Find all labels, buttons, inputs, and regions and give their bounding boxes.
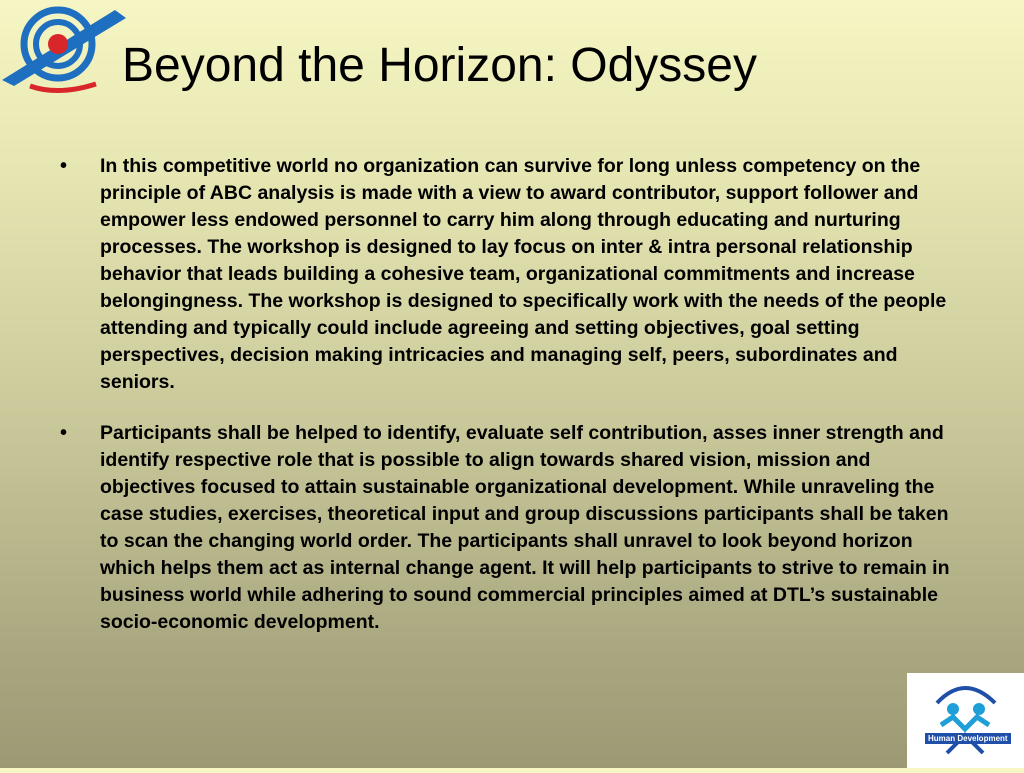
bullet-text: In this competitive world no organization can survive for long unless competency on the principle of ABC analysis is made with a view to award contributor, support follower and empower less endowed personnel to carry him along through educating and nurturing processes. The workshop is designed to lay focus on inter & intra personal relationship behavior that leads building a cohesive team, organizational commitments and increase belongingness. The workshop is designed to specifically work with the needs of the people attending and typically could include agreeing and setting objectives, goal setting perspectives, decision making intricacies and managing self, peers, subordinates and seniors. bbox=[100, 155, 947, 393]
slide-title: Beyond the Horizon: Odyssey bbox=[122, 39, 757, 92]
human-development-logo bbox=[907, 673, 1024, 768]
bullet-item bbox=[60, 153, 960, 396]
bullet-marker: • bbox=[60, 422, 68, 444]
bullet-marker: • bbox=[60, 155, 68, 177]
human-development-label: Human Development bbox=[925, 733, 1011, 744]
bullet-list bbox=[60, 153, 960, 660]
bullet-text: Participants shall be helped to identify, evaluate self contribution, asses inner strength and identify respective role that is possible to align towards shared vision, mission and objectives focused to attain sustainable organizational development. While unraveling the case studies, exercises, theoretical input and group discussions participants shall be taken to scan the changing world order. The participants shall unravel to look beyond horizon which helps them act as internal change agent. It will help participants to strive to remain in business world while adhering to sound commercial principles aimed at DTL’s sustainable socio-economic development. bbox=[100, 422, 950, 633]
bullet-item bbox=[60, 420, 960, 636]
human-development-logo-icon bbox=[907, 673, 1024, 768]
dtl-logo-icon bbox=[0, 0, 130, 100]
